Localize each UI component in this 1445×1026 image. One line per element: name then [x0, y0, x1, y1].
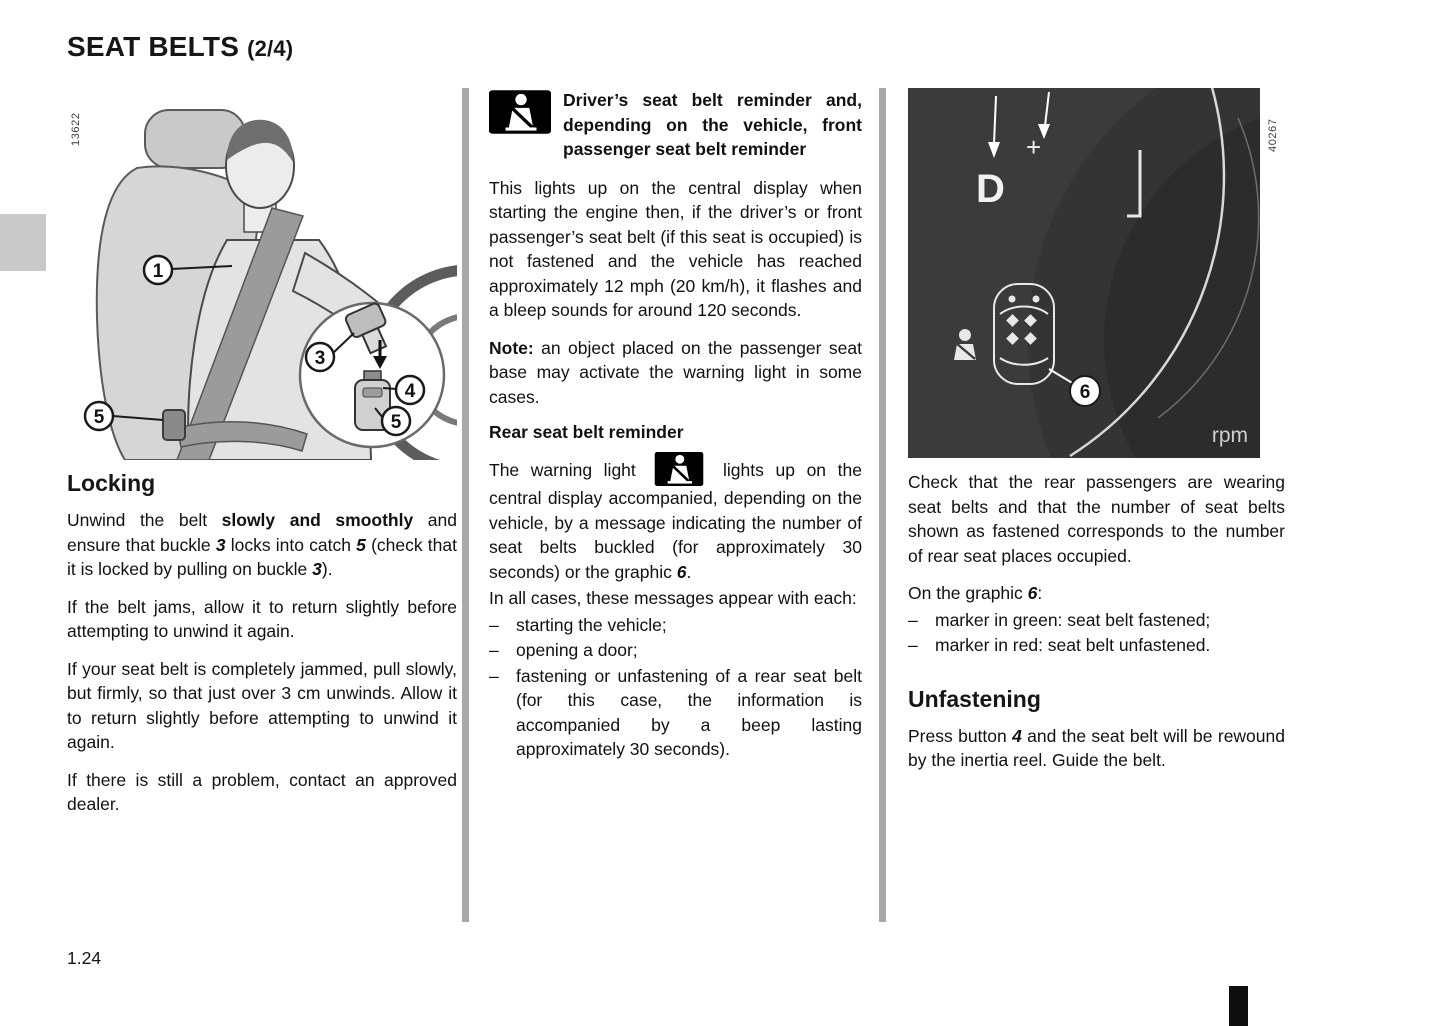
section-edge-tab	[0, 214, 46, 271]
svg-text:6: 6	[1079, 382, 1091, 403]
list-dash: –	[908, 609, 918, 630]
rpm-label: rpm	[1211, 424, 1248, 447]
list-item-text: fastening or unfastening of a rear seat belt (for this case, the information is accompanied by a beep lasting approximately 30 seconds).	[516, 665, 862, 759]
page-edge-marker	[1229, 986, 1248, 1026]
list-dash: –	[489, 640, 499, 660]
page-title-main: SEAT BELTS	[67, 31, 240, 62]
page-number: 1.24	[67, 948, 102, 968]
callout-5-left	[85, 402, 113, 430]
reminder-paragraph: This lights up on the central display when starting the engine then, if the driver’s or front passenger’s seat belt (if this seat is occupied) is not fastened and the vehicle has reached approximately 12 mph (20 km/h), it flashes and a bleep sounds for around 120 seconds.	[489, 177, 862, 320]
callout-3	[306, 343, 334, 371]
driver-illustration	[67, 88, 457, 460]
reminder-heading-block	[489, 88, 862, 162]
reminder-heading: Driver’s seat belt reminder and, depending on the vehicle, front passenger seat belt reminder	[563, 90, 862, 159]
svg-text:1: 1	[152, 261, 164, 282]
callout-6	[1070, 376, 1100, 406]
list-item	[908, 633, 1285, 658]
page-title-part: (2/4)	[247, 36, 294, 61]
list-item-text: opening a door;	[516, 640, 638, 660]
callout-1	[144, 256, 172, 284]
svg-text:4: 4	[404, 381, 416, 402]
list-dash: –	[489, 614, 499, 635]
locking-paragraph-3: If your seat belt is completely jammed, pull slowly, but firmly, so that just over 3 cm unwinds. Allow it to return slightly before attempting to unwind it again.	[67, 658, 457, 752]
column-locking	[67, 88, 457, 830]
page-title	[67, 31, 293, 63]
list-item	[908, 608, 1285, 633]
hip-buckle-shape	[163, 410, 185, 440]
list-dash: –	[908, 635, 918, 655]
locking-paragraph-1: Unwind the belt slowly and smoothly and ensure that buckle 3 locks into catch 5 (check that it is locked by pulling on buckle 3).	[67, 510, 457, 579]
figure-code: 13622	[70, 112, 82, 146]
plus-symbol: +	[1026, 132, 1042, 162]
rear-reminder-heading: Rear seat belt reminder	[489, 422, 684, 442]
list-item-text: marker in red: seat belt unfastened.	[935, 635, 1211, 655]
note-paragraph: Note: an object placed on the passenger seat base may activate the warning light in some cases.	[489, 337, 862, 407]
graphic-intro-text: On the graphic 6:	[908, 583, 1043, 603]
rear-check-paragraph: Check that the rear passengers are wearing seat belts and that the number of seat belts shown as fastened corresponds to the number of rear seat places occupied.	[908, 472, 1285, 566]
seat-belt-warning-icon	[489, 90, 551, 134]
svg-text:5: 5	[390, 412, 402, 433]
instrument-panel-illustration	[908, 88, 1260, 458]
in-all-cases-text: In all cases, these messages appear with each:	[489, 588, 857, 608]
callout-4	[396, 376, 424, 404]
svg-text:3: 3	[314, 348, 326, 369]
column-divider	[462, 88, 469, 922]
locking-heading: Locking	[67, 470, 156, 496]
locking-paragraph-4: If there is still a problem, contact an approved dealer.	[67, 769, 457, 814]
column-divider	[879, 88, 886, 922]
callout-5-right	[382, 407, 410, 435]
rear-reminder-paragraph	[489, 452, 862, 584]
figure-code: 40267	[1267, 118, 1279, 152]
column-reminder	[489, 88, 862, 763]
driver-seatbelt-figure	[67, 88, 457, 460]
instrument-panel-figure	[908, 88, 1285, 458]
list-item	[489, 638, 862, 663]
warning-light-text-before: The warning light	[489, 460, 636, 480]
unfastening-heading: Unfastening	[908, 685, 1041, 712]
list-item	[489, 664, 862, 762]
seat-belt-warning-icon	[654, 452, 704, 486]
list-dash: –	[489, 665, 499, 686]
gear-indicator: D	[976, 167, 1005, 211]
list-item-text: starting the vehicle;	[516, 614, 667, 635]
list-item	[489, 613, 862, 638]
column-rear-check	[908, 88, 1285, 786]
unfastening-paragraph: Press button 4 and the seat belt will be rewound by the inertia reel. Guide the belt.	[908, 725, 1285, 770]
list-item-text: marker in green: seat belt fastened;	[935, 609, 1211, 630]
locking-paragraph-2: If the belt jams, allow it to return slightly before attempting to unwind it again.	[67, 596, 457, 641]
warning-light-text-after: lights up on the central display accompanied, depending on the vehicle, by a message indicating the number of seat belts buckled (for approximately 30 seconds) or the graphic 6.	[489, 460, 862, 582]
svg-text:5: 5	[93, 407, 105, 428]
